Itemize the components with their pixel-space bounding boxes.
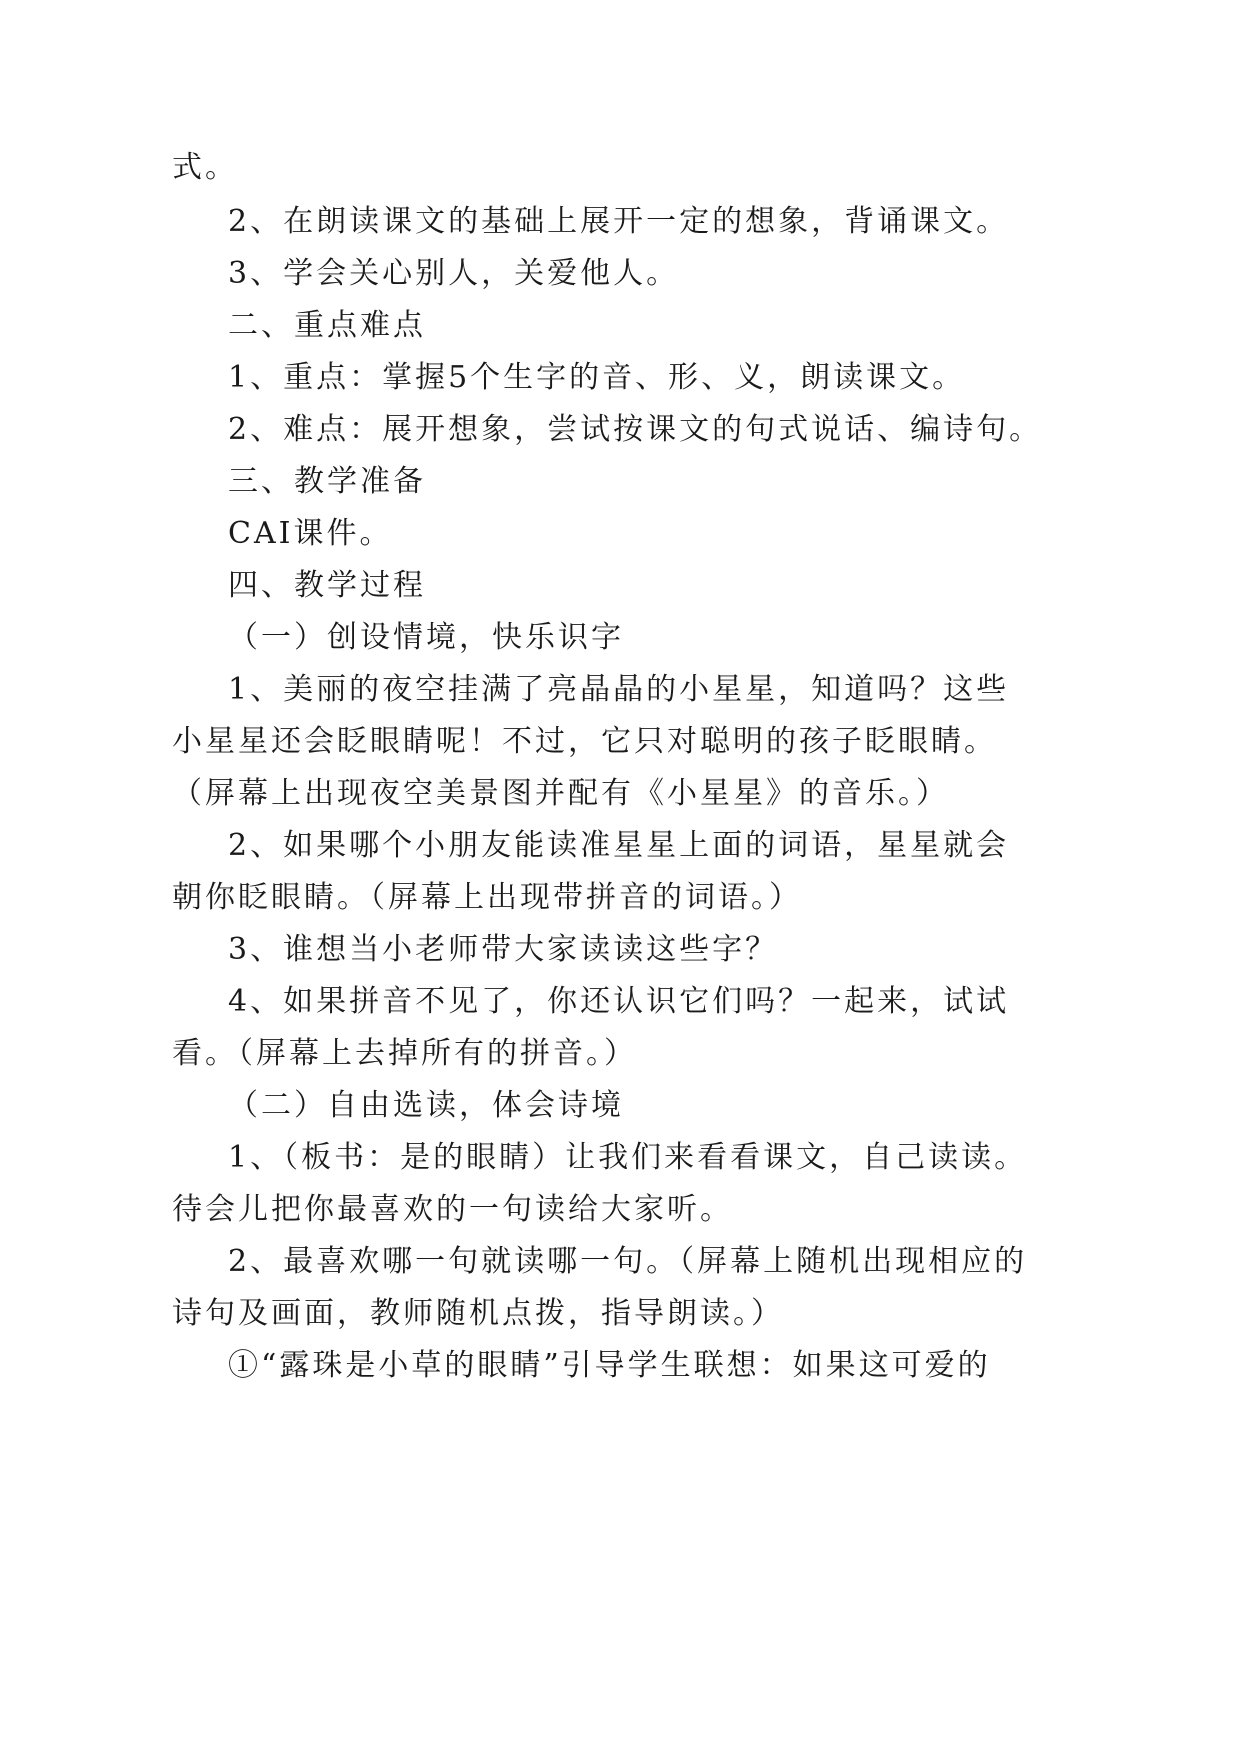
text-line: 待会儿把你最喜欢的一句读给大家听。 bbox=[172, 1192, 733, 1227]
section-heading: 二、重点难点 bbox=[228, 308, 426, 343]
text-line: 2、在朗读课文的基础上展开一定的想象，背诵课文。 bbox=[228, 204, 1010, 239]
text-line: 4、如果拼音不见了，你还认识它们吗？一起来，试试 bbox=[228, 984, 1010, 1019]
text-line: ①“露珠是小草的眼睛”引导学生联想：如果这可爱的 bbox=[228, 1348, 991, 1383]
text-line: 诗句及画面，教师随机点拨，指导朗读。） bbox=[172, 1296, 784, 1331]
text-line: 2、最喜欢哪一句就读哪一句。（屏幕上随机出现相应的 bbox=[228, 1244, 1028, 1279]
text-line: 1、重点：掌握5个生字的音、形、义，朗读课文。 bbox=[228, 360, 966, 395]
text-line: 3、学会关心别人，关爱他人。 bbox=[228, 256, 680, 291]
text-line: 3、谁想当小老师带大家读读这些字？ bbox=[228, 932, 779, 967]
section-heading: 三、教学准备 bbox=[228, 464, 426, 499]
section-heading: 四、教学过程 bbox=[228, 568, 426, 603]
subsection-heading: （一）创设情境，快乐识字 bbox=[228, 620, 624, 655]
subsection-heading: （二）自由选读，体会诗境 bbox=[228, 1088, 624, 1123]
text-line: 看。（屏幕上去掉所有的拼音。） bbox=[172, 1036, 637, 1071]
text-line: 1、（板书：是的眼睛）让我们来看看课文，自己读读。 bbox=[228, 1140, 1028, 1175]
text-line: 式。 bbox=[172, 150, 238, 185]
text-line: 朝你眨眼睛。（屏幕上出现带拼音的词语。） bbox=[172, 880, 802, 915]
text-line: 1、美丽的夜空挂满了亮晶晶的小星星，知道吗？这些 bbox=[228, 672, 1010, 707]
text-line: （屏幕上出现夜空美景图并配有《小星星》的音乐。） bbox=[172, 776, 949, 811]
text-line: 2、如果哪个小朋友能读准星星上面的词语，星星就会 bbox=[228, 828, 1010, 863]
text-line: 2、难点：展开想象，尝试按课文的句式说话、编诗句。 bbox=[228, 412, 1043, 447]
text-line: CAI课件。 bbox=[228, 516, 393, 551]
text-line: 小星星还会眨眼睛呢！不过，它只对聪明的孩子眨眼睛。 bbox=[172, 724, 997, 759]
